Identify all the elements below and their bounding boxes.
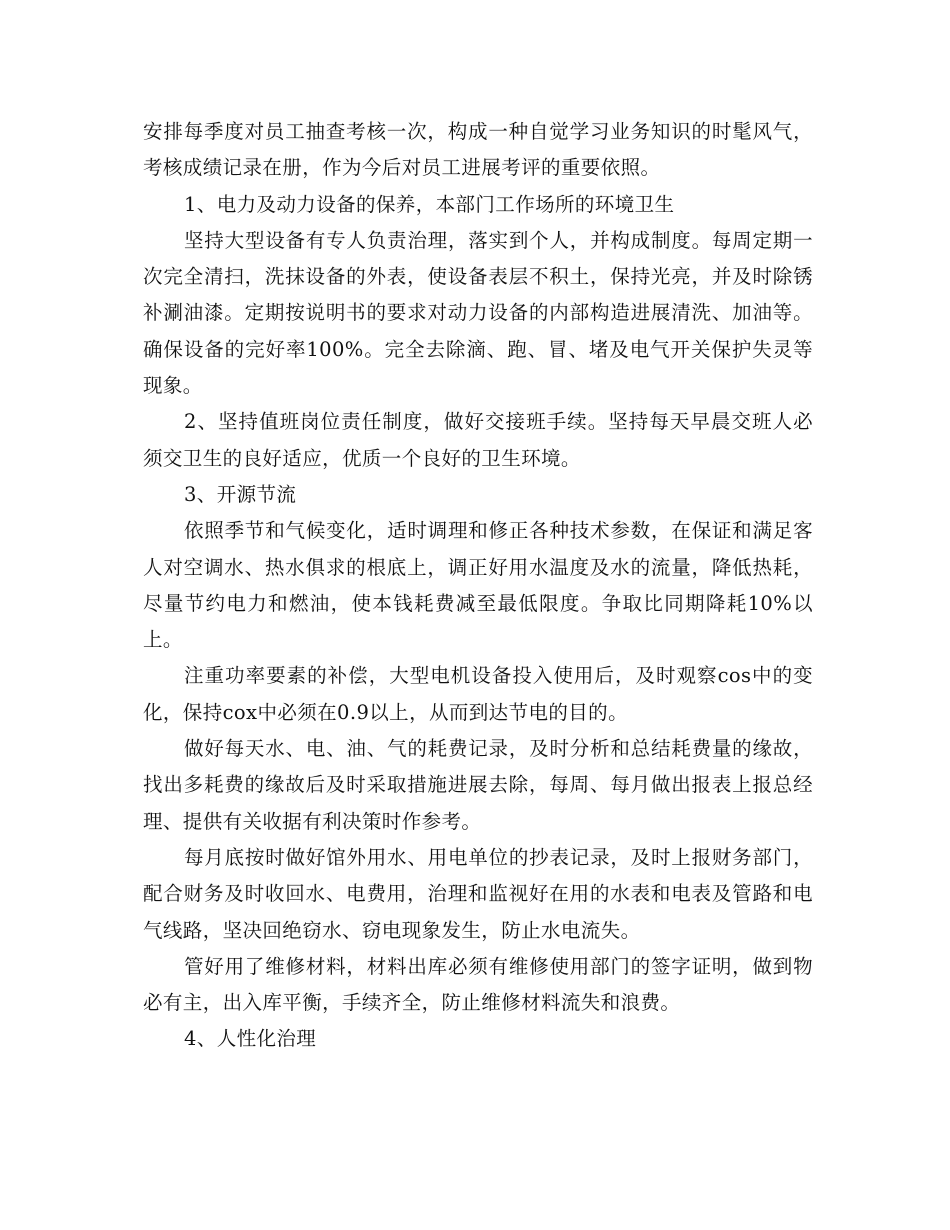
paragraph-materials-management: 管好用了维修材料，材料出库必须有维修使用部门的签字证明，做到物必有主，出入库平衡，手续齐全，防止维修材料流失和浪费。 bbox=[143, 954, 813, 1015]
section-heading-open-source-save: 3、开源节流 bbox=[184, 482, 297, 506]
section-heading-humanized-management: 4、人性化治理 bbox=[184, 1027, 317, 1051]
paragraph-staff-assessment: 安排每季度对员工抽查考核一次，构成一种自觉学习业务知识的时髦风气，考核成绩记录在册，作为今后对员工进展考评的重要依照。 bbox=[143, 120, 813, 180]
paragraph-consumption-records: 做好每天水、电、油、气的耗费记录，及时分析和总结耗费量的缘故，找出多耗费的缘故后及时采取措施进展去除，每周、每月做出报表上报总经理、提供有关收据有利决策时作参考。 bbox=[143, 737, 813, 833]
section-heading-equipment-maintenance: 1、电力及动力设备的保养，本部门工作场所的环境卫生 bbox=[184, 192, 675, 216]
document-body bbox=[143, 114, 813, 1058]
paragraph-equipment-care: 坚持大型设备有专人负责治理，落实到个人，并构成制度。每周定期一次完全清扫，洗抹设备的外表，使设备表层不积土，保持光亮，并及时除锈补涮油漆。定期按说明书的要求对动力设备的内部构造进展清洗、加油等。确保设备的完好率100%。完全去除滴、跑、冒、堵及电气开关保护失灵等现象。 bbox=[143, 228, 813, 398]
paragraph-seasonal-adjustment: 依照季节和气候变化，适时调理和修正各种技术参数，在保证和满足客人对空调水、热水俱求的根底上，调正好用水温度及水的流量，降低热耗，尽量节约电力和燃油，使本钱耗费减至最低限度。争取比同期降耗10%以上。 bbox=[143, 519, 813, 652]
paragraph-meter-reading: 每月底按时做好馆外用水、用电单位的抄表记录，及时上报财务部门，配合财务及时收回水、电费用，治理和监视好在用的水表和电表及管路和电气线路，坚决回绝窃水、窃电现象发生，防止水电流失。 bbox=[143, 845, 813, 942]
paragraph-power-factor: 注重功率要素的补偿，大型电机设备投入使用后，及时观察cos中的变化，保持cox中必须在0.9以上，从而到达节电的目的。 bbox=[143, 664, 813, 724]
paragraph-duty-responsibility: 2、坚持值班岗位责任制度，做好交接班手续。坚持每天早晨交班人必须交卫生的良好适应，优质一个良好的卫生环境。 bbox=[143, 410, 813, 470]
